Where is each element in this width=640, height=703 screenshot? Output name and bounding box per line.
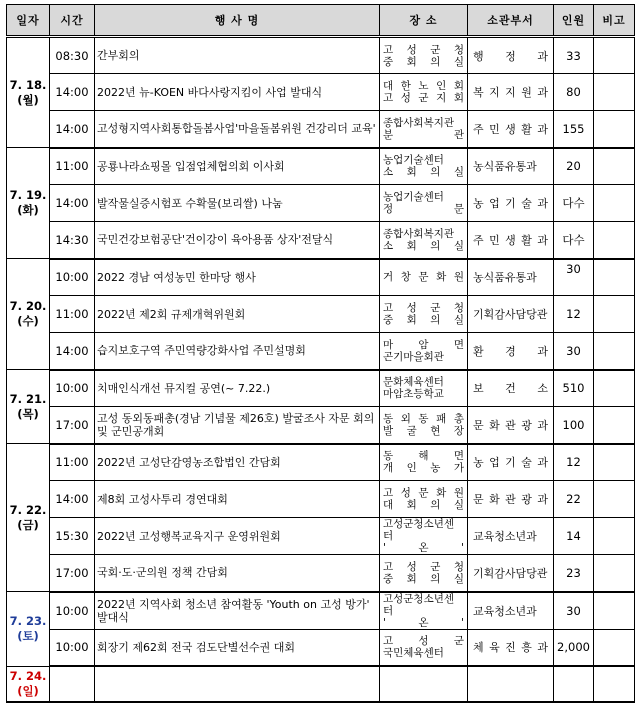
place-line: 농업기술센터 [383,191,444,203]
event-name: 공룡나라쇼핑몰 입점업체협의회 이사회 [95,148,380,185]
count-cell: 12 [554,296,594,333]
note-cell [594,259,635,296]
place-line: 중 회 의 실 [383,572,464,585]
time-cell: 14:00 [50,481,95,518]
dept-cell: 농 업 기 술 과 [468,444,554,481]
event-name: 회장기 제62회 전국 검도단별선수권 대회 [95,629,380,666]
date-label: 7. 20. [9,299,47,313]
place-line: 중 회 의 실 [383,314,464,326]
count-cell: 30 [554,259,594,296]
note-cell [594,629,635,666]
place-cell [380,518,468,555]
place-line: 대 회 의 실 [383,499,464,511]
schedule-row [7,148,635,185]
note-cell [594,666,635,702]
place-line: 고 성 군 지 회 [383,92,464,104]
weekday-label: (수) [17,314,39,328]
schedule-row [7,37,635,74]
dept-cell: 행 정 과 [468,37,554,74]
event-name: 2022년 뉴-KOEN 바다사랑지킴이 사업 발대식 [95,74,380,111]
place-line: 농업기술센터 [383,154,444,167]
place-line: 종합사회복지관 [383,116,455,129]
place-cell [380,37,468,74]
schedule-row [7,592,635,630]
schedule-row [7,518,635,555]
event-name: 제8회 고성사투리 경연대회 [95,481,380,518]
time-cell: 14:00 [50,333,95,370]
place-line: ' 온 ' [383,542,464,554]
schedule-row [7,74,635,111]
dept-cell: 문 화 관 광 과 [468,407,554,444]
place-cell [380,185,468,222]
dept-cell [468,666,554,702]
note-cell [594,296,635,333]
note-cell [594,555,635,592]
place-line: 마 암 면 [383,338,464,351]
schedule-row [7,444,635,481]
date-label: 7. 23. [9,613,47,628]
event-name: 치매인식개선 뮤지컬 공연(~ 7.22.) [95,370,380,407]
event-name: 간부회의 [95,37,380,74]
event-name [95,666,380,702]
date-label: 7. 19. [9,188,47,202]
count-cell: 33 [554,37,594,74]
place-cell [380,148,468,185]
event-name: 2022 경남 여성농민 한마당 행사 [95,259,380,296]
weekday-label: (일) [17,683,39,698]
count-cell: 14 [554,518,594,555]
place-cell [380,629,468,666]
header-event: 행 사 명 [95,5,380,37]
count-cell: 100 [554,407,594,444]
place-line: 고성군청소년센터 [383,592,455,617]
place-line: 고 성 문 화 원 [383,487,464,499]
schedule-row [7,259,635,296]
header-row [7,5,635,37]
date-cell [7,370,50,444]
date-cell [7,592,50,667]
event-name: 고성형지역사회통합돌봄사업'마을돌봄위원 건강리더 교육' [95,111,380,148]
dept-cell: 농식품유통과 [468,148,554,185]
schedule-row [7,407,635,444]
dept-cell: 농식품유통과 [468,259,554,296]
place-line: 대 한 노 인 회 [383,80,464,92]
place-line: 곤기마을회관 [383,350,444,363]
time-cell: 17:00 [50,555,95,592]
place-line: 중 회 의 실 [383,55,464,68]
count-cell: 22 [554,481,594,518]
event-name: 2022년 고성단감영농조합법인 간담회 [95,444,380,481]
note-cell [594,222,635,259]
place-cell [380,74,468,111]
place-cell [380,592,468,630]
event-name: 고성 동외동패총(경남 기념물 제26호) 발굴조사 자문 회의 및 군민공개회 [95,407,380,444]
schedule-row [7,629,635,666]
count-cell: 다수 [554,222,594,259]
count-cell: 다수 [554,185,594,222]
dept-cell: 교육청소년과 [468,592,554,630]
place-cell [380,370,468,407]
note-cell [594,74,635,111]
header-place: 장 소 [380,5,468,37]
note-cell [594,185,635,222]
place-line: 마암초등학교 [383,388,444,401]
note-cell [594,37,635,74]
time-cell: 14:00 [50,74,95,111]
place-line: 종합사회복지관 [383,227,455,240]
dept-cell: 체 육 진 흥 과 [468,629,554,666]
place-line: 국민체육센터 [383,647,444,660]
note-cell [594,592,635,630]
header-time: 시간 [50,5,95,37]
dept-cell: 교육청소년과 [468,518,554,555]
place-line: 분 관 [383,128,464,141]
date-label: 7. 24. [9,668,47,683]
weekday-label: (토) [17,628,39,643]
dept-cell: 농 업 기 술 과 [468,185,554,222]
dept-cell: 기획감사담당관 [468,296,554,333]
schedule-row [7,666,635,702]
header-note: 비고 [594,5,635,37]
event-name: 발작물실증시험포 수확물(보리쌀) 나눔 [95,185,380,222]
time-cell: 14:00 [50,185,95,222]
event-name: 2022년 고성행복교육지구 운영위원회 [95,518,380,555]
count-cell: 80 [554,74,594,111]
place-line: 정 문 [383,203,464,215]
place-line: 고 성 군 [383,635,464,648]
place-line: 발 굴 현 장 [383,424,464,437]
schedule-row [7,222,635,259]
place-line: 소 회 의 실 [383,166,464,179]
weekday-label: (목) [17,406,39,421]
count-cell: 155 [554,111,594,148]
note-cell [594,111,635,148]
dept-cell: 복 지 지 원 과 [468,74,554,111]
schedule-row [7,370,635,407]
time-cell: 08:30 [50,37,95,74]
date-label: 7. 22. [9,502,47,517]
count-cell: 20 [554,148,594,185]
time-cell: 10:00 [50,370,95,407]
event-name: 습지보호구역 주민역량강화사업 주민설명회 [95,333,380,370]
schedule-row [7,185,635,222]
dept-cell: 기획감사담당관 [468,555,554,592]
schedule-table [6,4,635,703]
time-cell: 10:00 [50,259,95,296]
place-line: 동 외 동 패 총 [383,412,464,425]
date-cell [7,666,50,702]
place-cell [380,111,468,148]
place-cell [380,444,468,481]
schedule-row [7,481,635,518]
schedule-body [7,37,635,703]
note-cell [594,444,635,481]
count-cell: 510 [554,370,594,407]
place-line: 거 창 문 화 원 [383,271,464,284]
place-line: 고 성 군 청 [383,560,464,573]
schedule-row [7,296,635,333]
date-label: 7. 21. [9,391,47,406]
schedule-row [7,111,635,148]
note-cell [594,370,635,407]
time-cell: 14:00 [50,111,95,148]
note-cell [594,518,635,555]
place-cell [380,333,468,370]
place-line: 고 성 군 청 [383,43,464,56]
dept-cell: 보 건 소 [468,370,554,407]
time-cell: 15:30 [50,518,95,555]
note-cell [594,148,635,185]
place-cell [380,296,468,333]
place-line: 소 회 의 실 [383,239,464,252]
place-line: 개 인 농 가 [383,462,464,475]
header-date: 일자 [7,5,50,37]
date-label: 7. 18. [9,77,47,92]
time-cell: 11:00 [50,148,95,185]
dept-cell: 주 민 생 활 과 [468,222,554,259]
count-cell [554,666,594,702]
time-cell: 10:00 [50,592,95,630]
time-cell [50,666,95,702]
event-name: 국민건강보험공단'건이강이 육아용품 상자'전달식 [95,222,380,259]
time-cell: 11:00 [50,444,95,481]
place-line: 고 성 군 청 [383,302,464,314]
place-line: 동 해 면 [383,450,464,463]
place-cell [380,481,468,518]
date-cell [7,37,50,148]
date-cell [7,444,50,592]
place-line: ' 온 ' [383,616,464,629]
header-dept: 소관부서 [468,5,554,37]
place-cell [380,222,468,259]
place-cell [380,407,468,444]
place-cell [380,555,468,592]
count-cell: 2,000 [554,629,594,666]
count-cell: 30 [554,333,594,370]
dept-cell: 환 경 과 [468,333,554,370]
event-name: 2022년 지역사회 청소년 참여활동 'Youth on 고성 방가' 발대식 [95,592,380,630]
dept-cell: 주 민 생 활 과 [468,111,554,148]
place-cell [380,259,468,296]
date-cell [7,148,50,259]
header-count: 인원 [554,5,594,37]
date-cell [7,259,50,370]
event-name: 국회·도·군의원 정책 간담회 [95,555,380,592]
time-cell: 14:30 [50,222,95,259]
weekday-label: (화) [17,203,39,217]
place-cell [380,666,468,702]
note-cell [594,333,635,370]
weekday-label: (월) [17,92,39,107]
place-line: 문화체육센터 [383,376,444,389]
time-cell: 11:00 [50,296,95,333]
note-cell [594,481,635,518]
dept-cell: 문 화 관 광 과 [468,481,554,518]
weekday-label: (금) [17,517,39,532]
event-name: 2022년 제2회 규제개혁위원회 [95,296,380,333]
note-cell [594,407,635,444]
place-line: 고성군청소년센터 [383,518,455,542]
count-cell: 23 [554,555,594,592]
count-cell: 12 [554,444,594,481]
count-cell: 30 [554,592,594,630]
schedule-row [7,555,635,592]
time-cell: 10:00 [50,629,95,666]
schedule-row [7,333,635,370]
time-cell: 17:00 [50,407,95,444]
